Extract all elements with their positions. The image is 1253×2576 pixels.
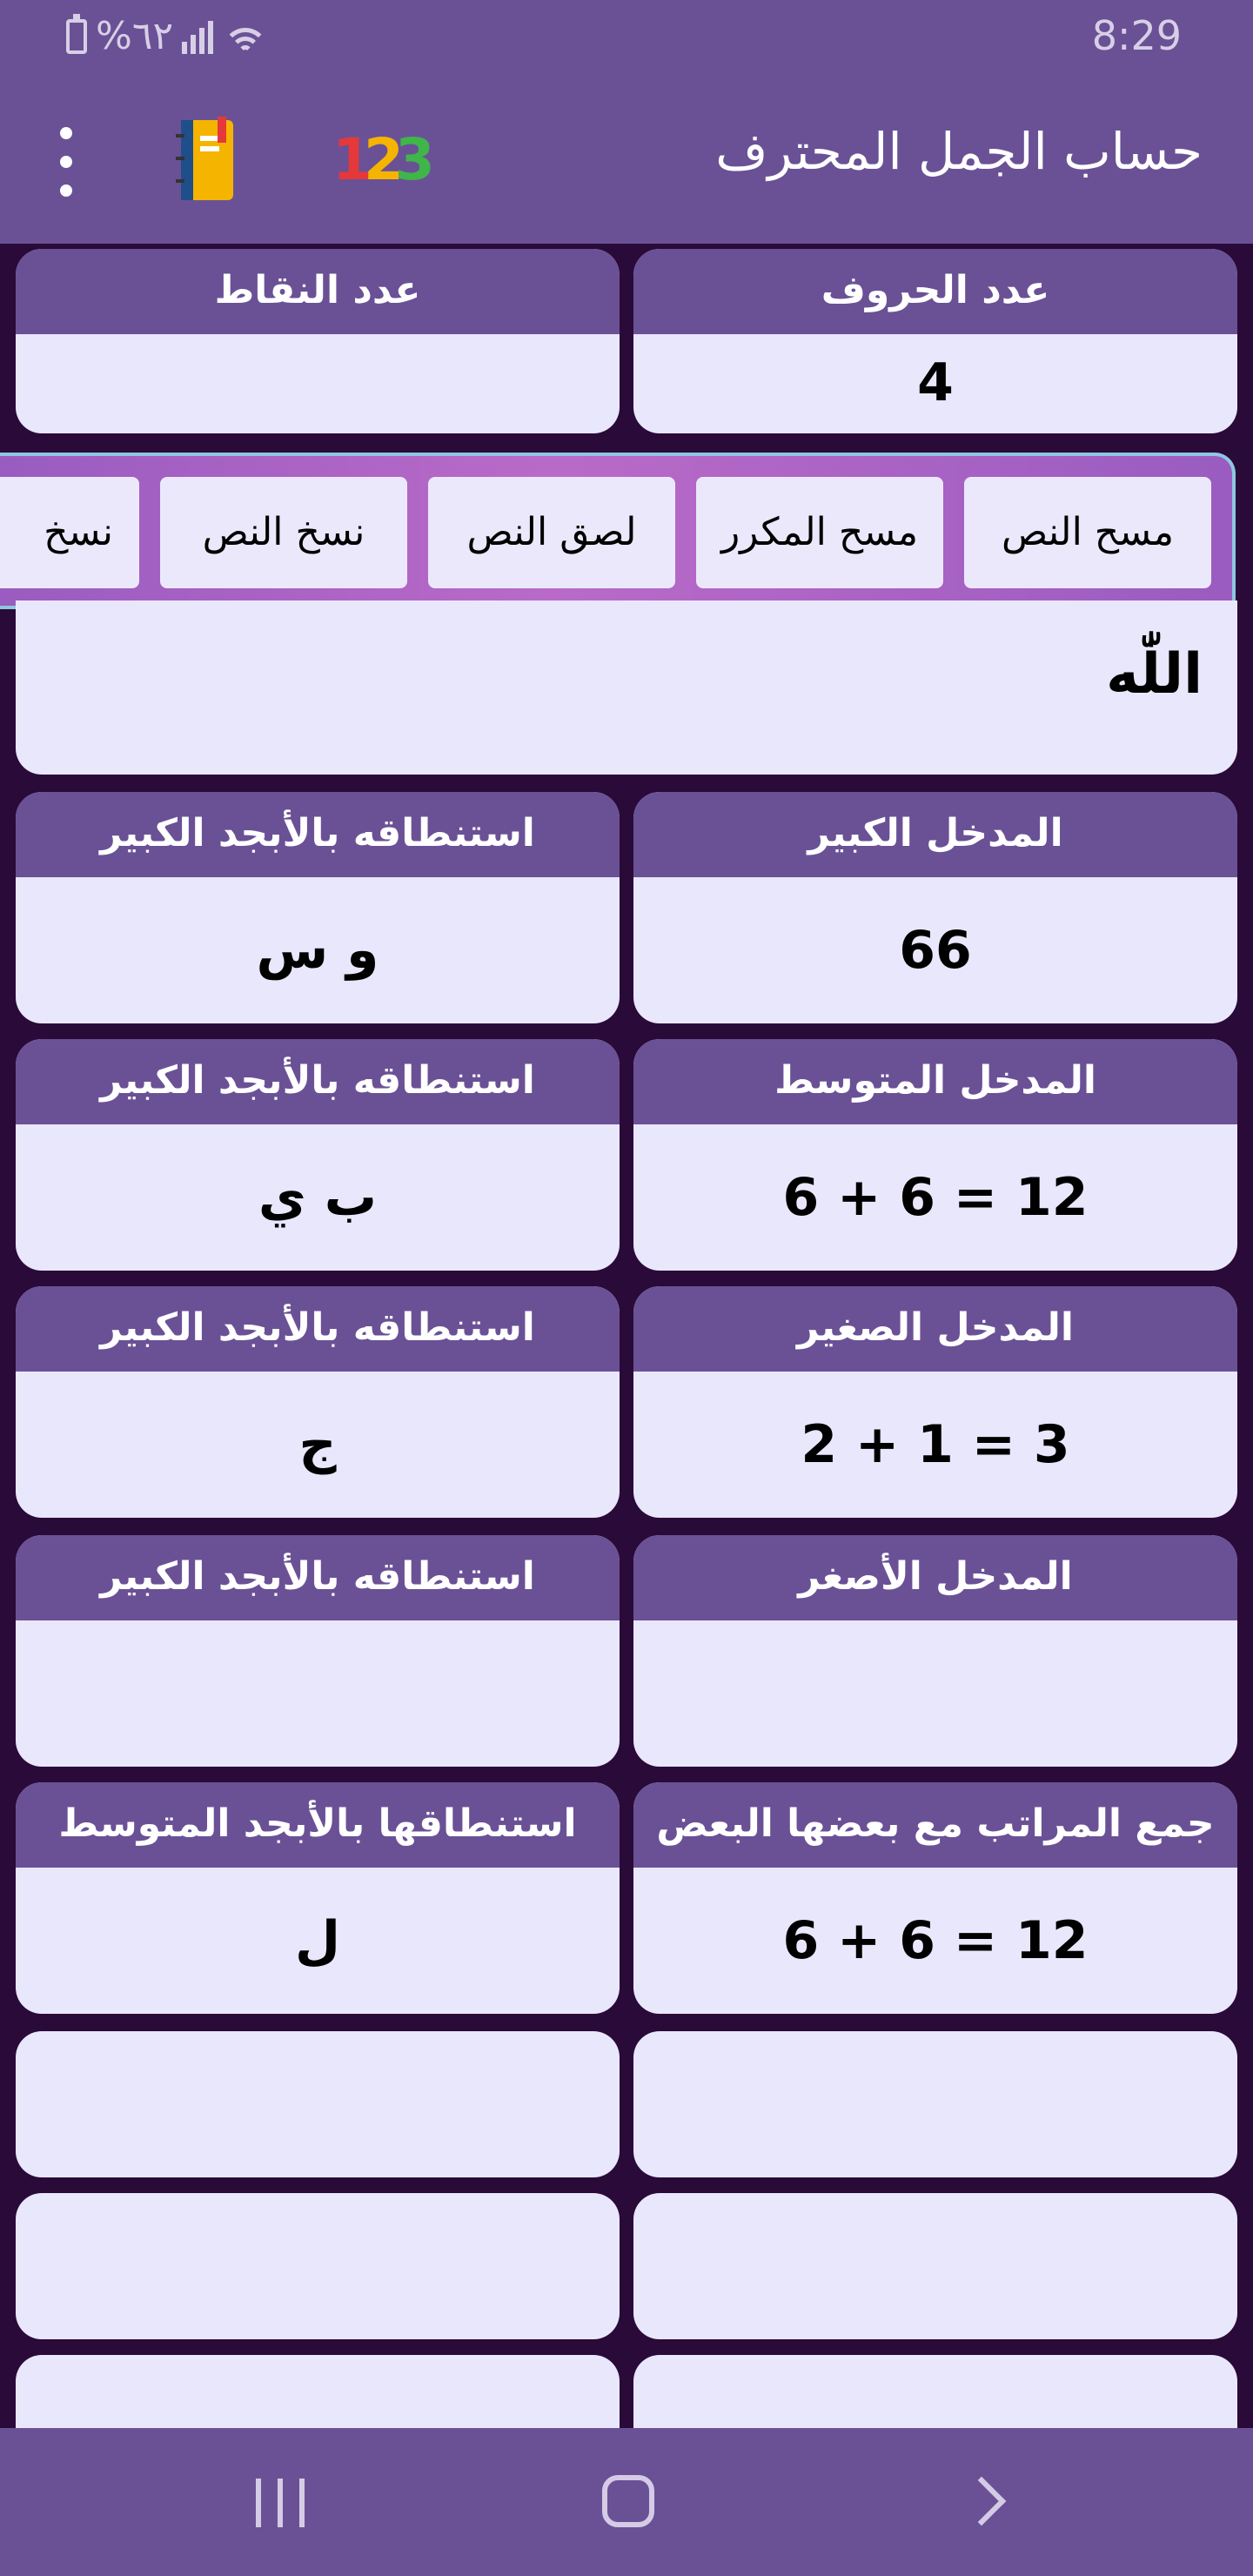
dots-count-label: عدد النقاط xyxy=(16,249,620,334)
empty-card xyxy=(16,2193,620,2339)
action-toolbar xyxy=(0,453,1236,609)
empty-card xyxy=(633,2355,1237,2428)
numbers-123-icon[interactable]: 123 xyxy=(332,126,426,193)
ranks-abjad-value: ل xyxy=(294,1910,341,1971)
paste-text-button[interactable]: لصق النص xyxy=(428,477,675,588)
grand-input-card xyxy=(633,792,1237,1023)
small-input-value: 2 + 1 = 3 xyxy=(801,1414,1070,1475)
copy-button-partial[interactable]: نسخ xyxy=(0,477,139,588)
app-title: حساب الجمل المحترف xyxy=(715,122,1203,181)
battery-level: %٦٢ xyxy=(96,14,174,58)
ranks-sum-label: جمع المراتب مع بعضها البعض xyxy=(633,1782,1237,1868)
letters-count-label: عدد الحروف xyxy=(633,249,1237,334)
empty-card xyxy=(633,2031,1237,2177)
small-abjad-label: استنطاقه بالأبجد الكبير xyxy=(16,1286,620,1372)
medium-abjad-label: استنطاقه بالأبجد الكبير xyxy=(16,1039,620,1124)
medium-abjad-value: ب ي xyxy=(258,1167,378,1228)
signal-icon xyxy=(182,19,213,54)
status-left xyxy=(66,14,269,58)
grand-input-value: 66 xyxy=(899,920,972,981)
notebook-icon[interactable] xyxy=(174,117,240,204)
smallest-abjad-card xyxy=(16,1535,620,1767)
text-input-area[interactable]: اللّٰه xyxy=(16,600,1237,775)
grand-input-label: المدخل الكبير xyxy=(633,792,1237,877)
back-icon[interactable] xyxy=(957,2477,1007,2526)
small-abjad-value: ج xyxy=(298,1414,337,1475)
ranks-sum-value: 6 + 6 = 12 xyxy=(782,1910,1089,1971)
grand-abjad-label: استنطاقه بالأبجد الكبير xyxy=(16,792,620,877)
system-nav-bar xyxy=(0,2428,1253,2576)
medium-abjad-card xyxy=(16,1039,620,1271)
letters-count-value: 4 xyxy=(917,352,954,413)
letters-count-card xyxy=(633,249,1237,433)
recent-apps-icon[interactable] xyxy=(256,2479,305,2527)
small-abjad-card xyxy=(16,1286,620,1518)
status-bar xyxy=(0,0,1253,78)
status-time: 8:29 xyxy=(1091,12,1182,59)
smallest-abjad-label: استنطاقه بالأبجد الكبير xyxy=(16,1535,620,1620)
medium-input-card xyxy=(633,1039,1237,1271)
app-bar xyxy=(0,78,1253,244)
small-input-label: المدخل الصغير xyxy=(633,1286,1237,1372)
battery-icon xyxy=(66,19,87,54)
ranks-abjad-label: استنطاقها بالأبجد المتوسط xyxy=(16,1782,620,1868)
home-icon[interactable] xyxy=(602,2475,654,2527)
medium-input-label: المدخل المتوسط xyxy=(633,1039,1237,1124)
small-input-card xyxy=(633,1286,1237,1518)
empty-card xyxy=(16,2031,620,2177)
clear-text-button[interactable]: مسح النص xyxy=(964,477,1211,588)
more-vert-icon[interactable] xyxy=(56,127,77,197)
smallest-input-card xyxy=(633,1535,1237,1767)
dots-count-card xyxy=(16,249,620,433)
empty-card xyxy=(16,2355,620,2428)
medium-input-value: 6 + 6 = 12 xyxy=(782,1167,1089,1228)
clear-duplicates-button[interactable]: مسح المكرر xyxy=(696,477,943,588)
smallest-input-label: المدخل الأصغر xyxy=(633,1535,1237,1620)
ranks-sum-card xyxy=(633,1782,1237,2014)
grand-abjad-card xyxy=(16,792,620,1023)
main-content xyxy=(0,244,1253,2428)
copy-text-button[interactable]: نسخ النص xyxy=(160,477,407,588)
grand-abjad-value: و س xyxy=(256,920,379,981)
empty-card xyxy=(633,2193,1237,2339)
ranks-abjad-card xyxy=(16,1782,620,2014)
wifi-icon xyxy=(222,19,269,54)
